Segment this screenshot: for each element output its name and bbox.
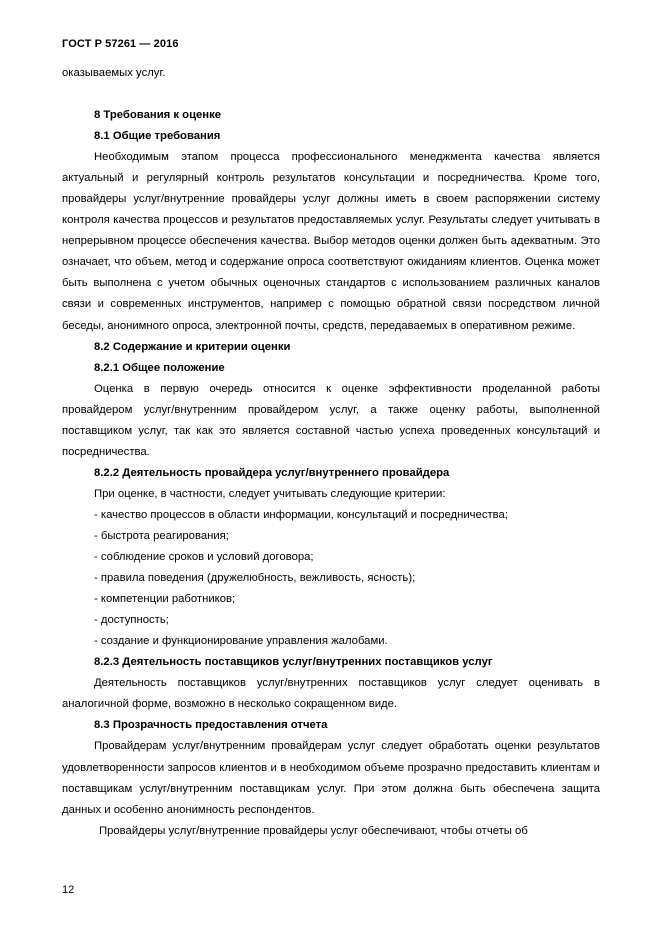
- section-8-2-heading: 8.2 Содержание и критерии оценки: [94, 340, 291, 353]
- section-8-2-3-paragraph: Деятельность поставщиков услуг/внутренних поставщиков услуг следует оценивать в аналогичной форме, возможно в несколько сокращенном виде.: [62, 677, 600, 711]
- section-8-3-paragraph: Провайдерам услуг/внутренним провайдерам услуг следует обработать оценки результатов удовлетворенности запросов клиентов и в необходимом объеме прозрачно предоставить клиентам и поставщикам услуг/внутренним поставщикам услуг. При этом должна быть обеспечена защита данных и особенно анонимность респондентов.: [62, 740, 600, 816]
- section-8-2-1-heading: 8.2.1 Общее положение: [94, 361, 225, 374]
- section-8-heading: 8 Требования к оценке: [94, 109, 222, 122]
- criteria-item: - правила поведения (дружелюбность, вежливость, ясность);: [94, 572, 416, 585]
- continuation-text: оказываемых услуг.: [62, 67, 166, 79]
- standard-header: ГОСТ Р 57261 — 2016: [62, 38, 179, 50]
- criteria-item: - компетенции работников;: [94, 593, 236, 606]
- spacer: [62, 84, 600, 105]
- section-8-1-heading: 8.1 Общие требования: [94, 130, 221, 143]
- section-8-1-paragraph: Необходимым этапом процесса профессионального менеджмента качества является актуальный и регулярный контроль результатов консультации и посредничества. Кроме того, провайдеры услуг/внутренние провайдеры услуг должны иметь в своем распоряжении систему контроля качества процессов и результатов предоставляемых услуг. Результаты следует учитывать в непрерывном процессе обеспечения качества. Выбор методов оценки должен быть адекватным. Это означает, что объем, метод и содержание опроса соответствуют ожиданиям клиентов. Оценка может быть выполнена с учетом обычных оценочных стандартов с использованием различных каналов связи и современных инструментов, например с помощью обратной связи посредством личной беседы, анонимного опроса, электронной почты, средств, передаваемых в оперативном режиме.: [62, 151, 600, 332]
- criteria-item: - качество процессов в области информации, консультаций и посредничества;: [94, 508, 508, 521]
- section-8-2-3-heading: 8.2.3 Деятельность поставщиков услуг/внутренних поставщиков услуг: [94, 656, 493, 669]
- page-number: 12: [62, 884, 75, 896]
- section-8-2-2-heading: 8.2.2 Деятельность провайдера услуг/внутреннего провайдера: [94, 466, 450, 479]
- criteria-item: - создание и функционирование управления жалобами.: [94, 635, 388, 648]
- criteria-item: - быстрота реагирования;: [94, 529, 229, 542]
- criteria-intro: При оценке, в частности, следует учитывать следующие критерии:: [94, 487, 446, 500]
- section-8-2-1-paragraph: Оценка в первую очередь относится к оценке эффективности проделанной работы провайдером услуг/внутренним провайдером услуг, а также оценку работы, выполненной поставщиком услуг, так как это является составной частью успеха проведенных консультаций и посредничества.: [62, 382, 600, 458]
- section-8-3-heading: 8.3 Прозрачность предоставления отчета: [94, 719, 328, 732]
- criteria-item: - соблюдение сроков и условий договора;: [94, 551, 314, 564]
- criteria-item: - доступность;: [94, 614, 169, 627]
- document-body: [62, 63, 600, 842]
- section-8-3-paragraph-continued: Провайдеры услуг/внутренние провайдеры услуг обеспечивают, чтобы отчеты об: [99, 824, 528, 837]
